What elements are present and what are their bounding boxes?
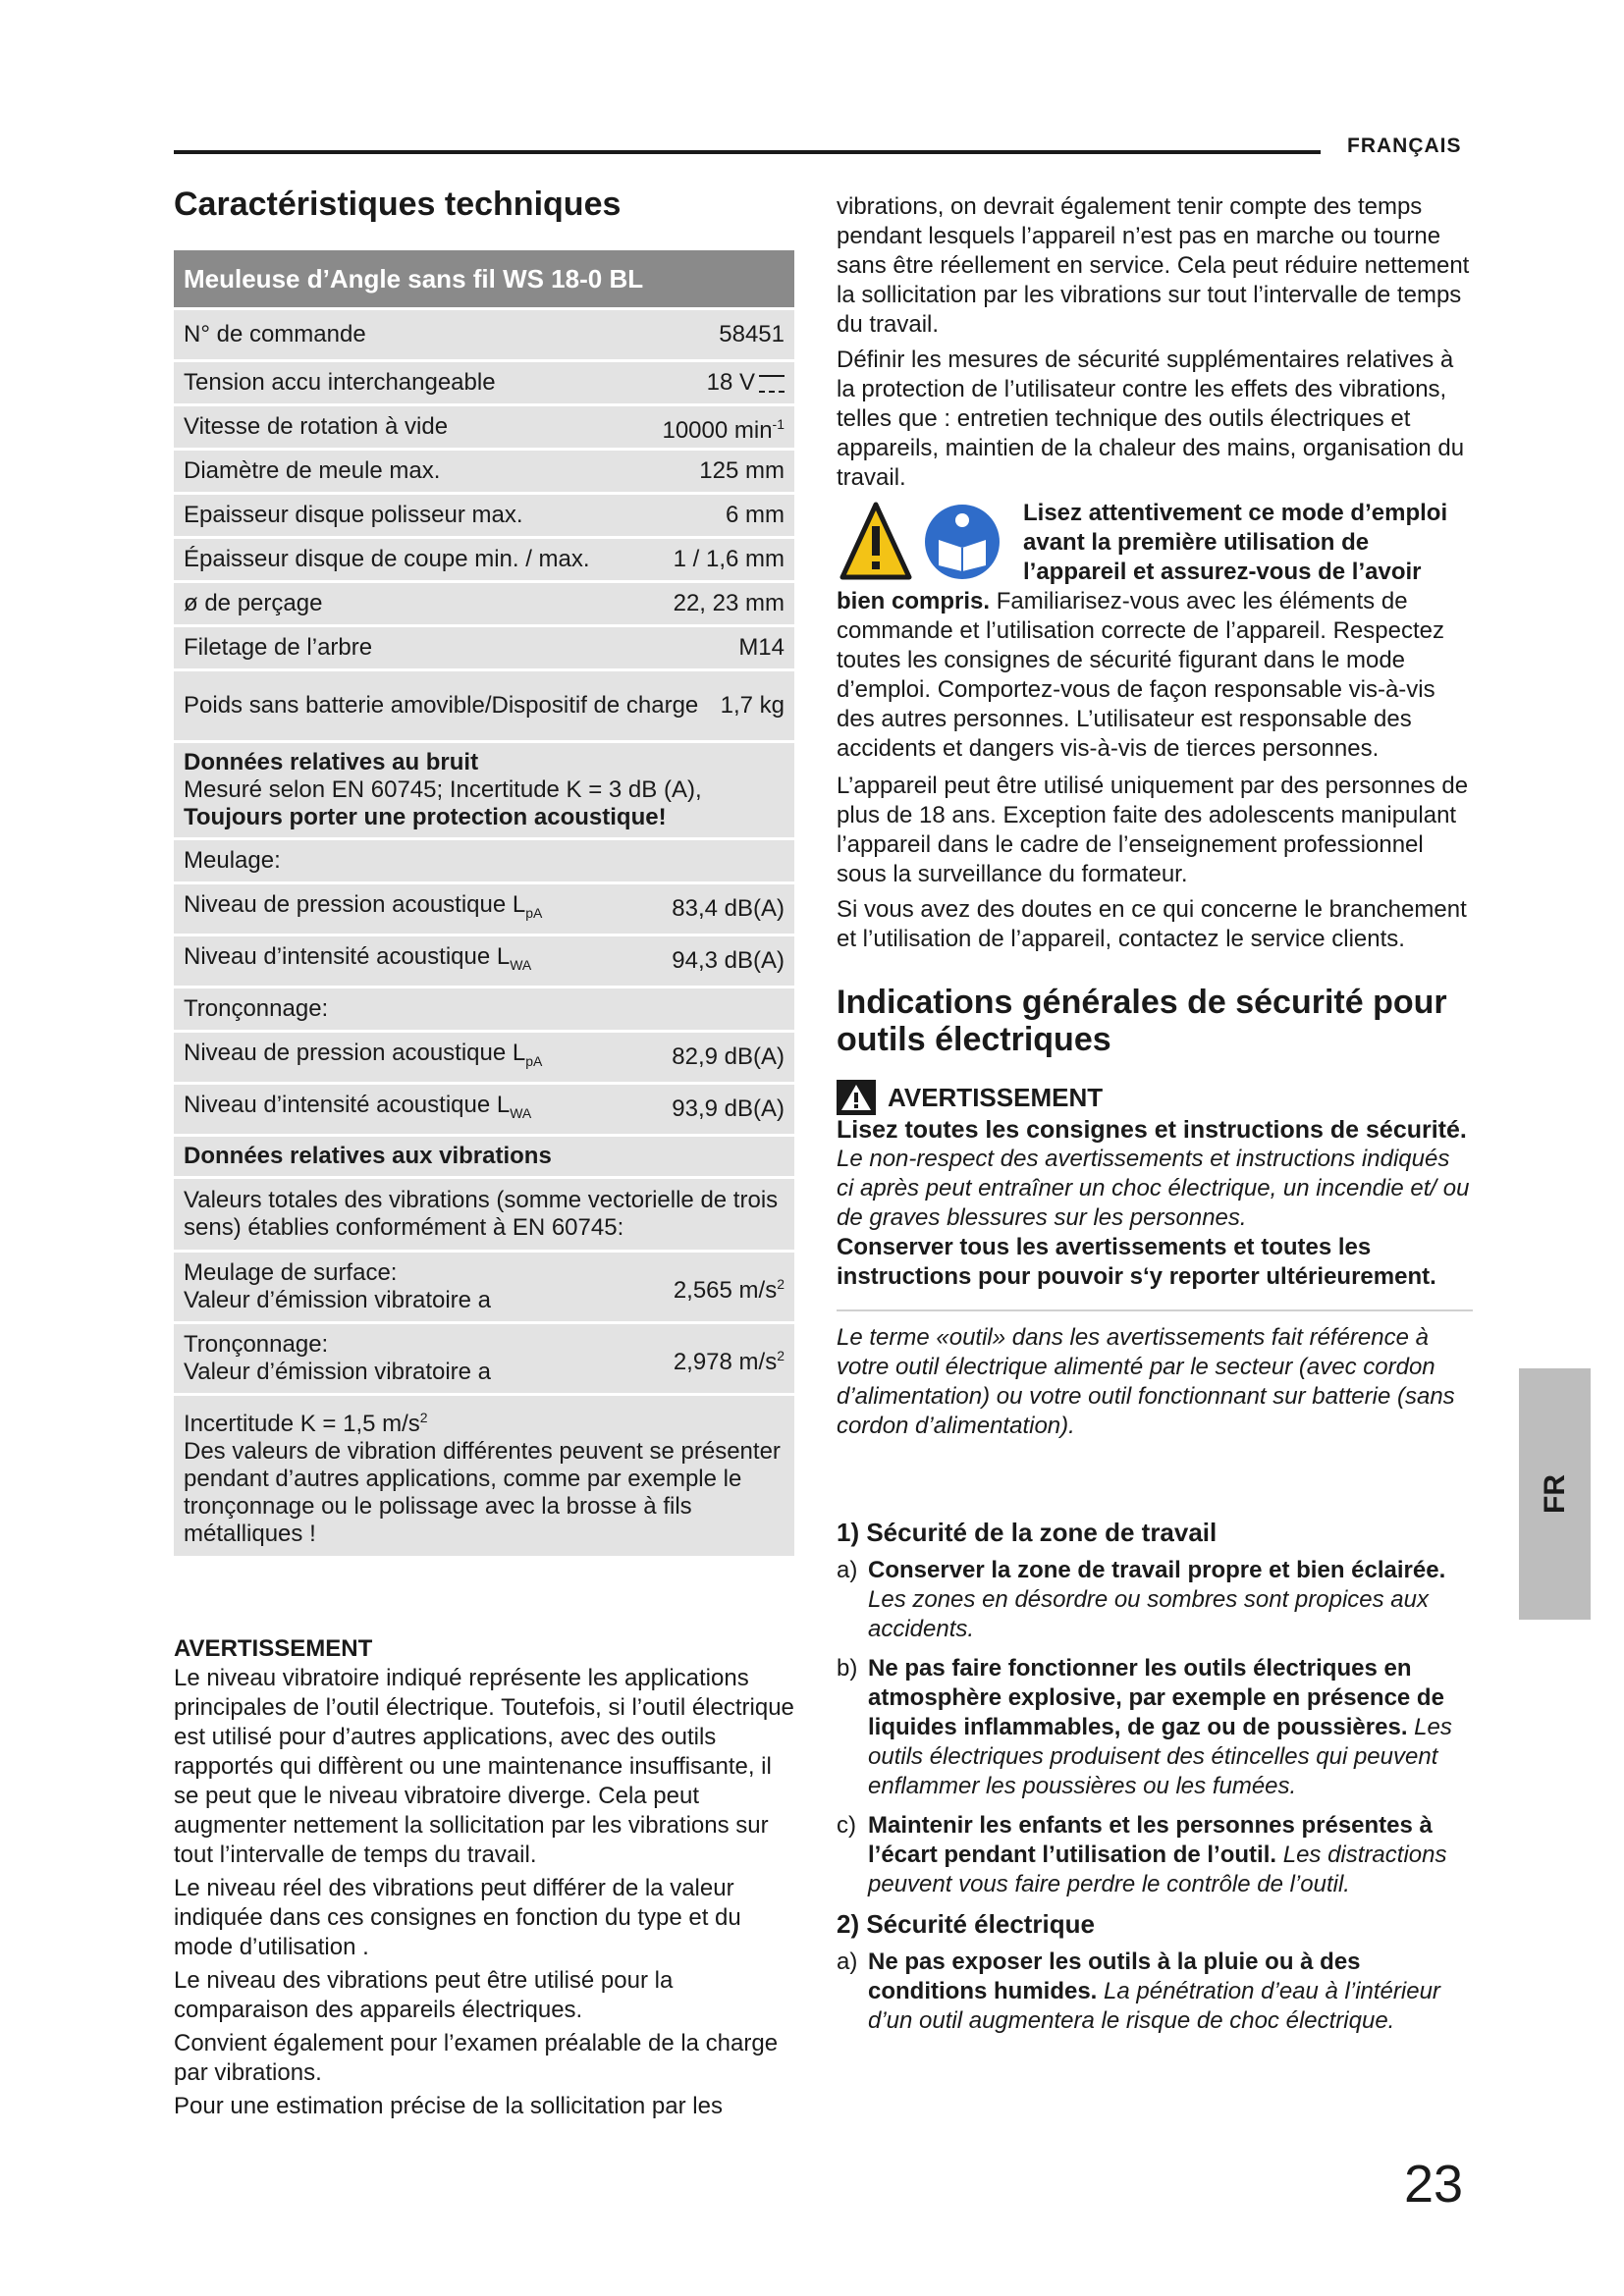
read-rest: Familiarisez-vous avec les éléments de commande et l’utilisation correcte de l’appareil. Respectez toutes les consignes de sécurité figurant dans le mode d’emploi. Comportez-vous de façon responsable vis-à-vis des autres personnes. L’utilisateur est responsable des accidents et dangers vis-à-vis de tierces personnes.: [837, 588, 1444, 762]
warning-label: AVERTISSEMENT: [888, 1082, 1104, 1112]
table-row: [174, 492, 794, 536]
vib-value: 2,565 m/s: [673, 1276, 778, 1304]
section-1-title: 1) Sécurité de la zone de travail: [837, 1518, 1218, 1547]
table-row: [174, 837, 794, 881]
table-row: [174, 934, 794, 986]
table-row: [174, 1321, 794, 1393]
row-value: 22, 23 mm: [673, 590, 785, 617]
table-row: [174, 1082, 794, 1134]
uncertainty: [184, 1404, 785, 1438]
right-column: [837, 192, 1473, 2046]
noise-section: [174, 740, 794, 837]
table-row: [174, 403, 794, 448]
row-label: Filetage de l’arbre: [184, 634, 373, 662]
table-row: [174, 881, 794, 934]
dc-symbol-icon: [759, 375, 785, 393]
warning-paragraph: Le niveau réel des vibrations peut différer de la valeur indiquée dans ces consignes en fonction du type et du mode d’utilisation .: [174, 1875, 741, 1961]
warning-bold: Lisez toutes les consignes et instructions de sécurité.: [837, 1116, 1467, 1144]
table-row: [174, 536, 794, 580]
row-label: [184, 943, 672, 979]
term-definition: Le terme «outil» dans les avertissements fait référence à votre outil électrique alimenté par le secteur (avec cordon d’alimentation) ou votre outil fonctionnant sur batterie (sans cordon d’alimentation).: [837, 1324, 1455, 1439]
spacer: [837, 1441, 1473, 1518]
rpm-value: 10000 min: [662, 416, 773, 444]
label-subscript: WA: [510, 1105, 532, 1122]
noise-protect: Toujours porter une protection acoustique!: [184, 804, 667, 831]
row-label: [184, 1331, 674, 1386]
paragraph: L’appareil peut être utilisé uniquement par des personnes de plus de 18 ans. Exception faite des adolescents manipulant l’appareil dans le cadre de l’enseignement professionnel sous la surveillance du formateur.: [837, 773, 1469, 887]
row-value: 82,9 dB(A): [672, 1043, 785, 1071]
divider: [837, 1309, 1473, 1311]
vibration-note-text: Des valeurs de vibration différentes peuvent se présenter pendant d’autres applications, comme par exemple le tronçonnage ou le polissage avec la brosse à fils métalliques !: [184, 1438, 781, 1548]
section-2-title: 2) Sécurité électrique: [837, 1909, 1095, 1939]
warning-triangle-icon: [842, 505, 909, 577]
noise-measured: Mesuré selon EN 60745; Incertitude K = 3 dB (A),: [184, 776, 702, 804]
row-value: 58451: [719, 321, 785, 348]
paragraph: Définir les mesures de sécurité supplémentaires relatives à la protection de l’utilisateur contre les effets des vibrations, telles que : entretien technique des outils électriques et appareils, maintien de la chaleur des mains, organisation du travail.: [837, 347, 1465, 491]
row-label: [184, 891, 672, 927]
warning-and-manual-icons: [837, 499, 1013, 587]
list-item: [837, 1556, 1473, 1644]
item-text: [868, 1948, 1473, 2036]
row-label: N° de commande: [184, 321, 366, 348]
row-label: Poids sans batterie amovible/Dispositif de charge: [184, 692, 699, 720]
row-value: 83,4 dB(A): [672, 895, 785, 923]
list-item: [837, 1654, 1473, 1801]
item-bold: Conserver la zone de travail propre et bien éclairée.: [868, 1557, 1446, 1583]
table-row: [174, 448, 794, 492]
noise-title: Données relatives au bruit: [184, 749, 479, 776]
rpm-superscript: -1: [772, 415, 785, 432]
side-tab-label: FR: [1538, 1474, 1571, 1514]
safety-heading: Indications générales de sécurité pour outils électriques: [837, 984, 1447, 1058]
warning-paragraph: Convient également pour l’examen préalable de la charge par vibrations.: [174, 2030, 779, 2087]
grinding-label: Meulage:: [184, 847, 281, 875]
header-rule: [174, 150, 1321, 154]
item-key: c): [837, 1812, 856, 1839]
vib-value: 2,978 m/s: [673, 1348, 778, 1375]
row-label: [184, 1040, 672, 1075]
label-text: Niveau de pression acoustique L: [184, 1040, 526, 1067]
warning-paragraph: Le niveau des vibrations peut être utilisé pour la comparaison des appareils électriques.: [174, 1967, 674, 2024]
read-manual-notice: [837, 499, 1473, 764]
table-row: [174, 986, 794, 1030]
left-column: [174, 187, 794, 2125]
label-subscript: pA: [525, 905, 543, 922]
label-subscript: pA: [525, 1053, 543, 1070]
label-text: Niveau de pression acoustique L: [184, 891, 526, 919]
vibration-note: [174, 1393, 794, 1556]
row-label: Épaisseur disque de coupe min. / max.: [184, 546, 590, 573]
row-value: 125 mm: [699, 457, 785, 485]
item-bold: Ne pas exposer les outils à la pluie ou à des conditions humides.: [868, 1949, 1361, 2004]
vibration-title: Données relatives aux vibrations: [184, 1143, 552, 1170]
item-key: a): [837, 1949, 858, 1975]
label-line1: Meulage de surface:: [184, 1259, 398, 1287]
label-subscript: WA: [510, 957, 532, 974]
row-value: 1 / 1,6 mm: [673, 546, 785, 573]
row-value: [707, 369, 785, 397]
item-bold: Ne pas faire fonctionner les outils électriques en atmosphère explosive, par exemple en présence de liquides inflammables, de gaz ou de poussières.: [868, 1655, 1444, 1740]
item-italic: Les outils électriques produisent des étincelles qui peuvent enflammer les poussières ou les fumées.: [868, 1714, 1452, 1799]
row-label: Diamètre de meule max.: [184, 457, 441, 485]
paragraph: vibrations, on devrait également tenir compte des temps pendant lesquels l’appareil n’est pas en marche ou tourne sans être réellement en service. Cela peut réduire nettement la sollicitation par les vibrations sur tout l’intervalle de temps du travail.: [837, 193, 1470, 338]
item-italic: Les zones en désordre ou sombres sont propices aux accidents.: [868, 1586, 1429, 1642]
spec-table: [174, 250, 794, 1556]
label-text: Niveau d’intensité acoustique L: [184, 1092, 511, 1119]
item-italic: Les distractions peuvent vous faire perdre le contrôle de l’outil.: [868, 1842, 1447, 1897]
warning-title: AVERTISSEMENT: [174, 1635, 373, 1663]
warning-heading: [837, 1080, 1473, 1115]
uncertainty-text: Incertitude K = 1,5 m/s: [184, 1411, 420, 1438]
label-text: Niveau d’intensité acoustique L: [184, 943, 511, 971]
header-language: FRANÇAIS: [1347, 134, 1462, 157]
item-text: [868, 1811, 1473, 1899]
row-label: ø de perçage: [184, 590, 323, 617]
item-text: [868, 1556, 1473, 1644]
label-line2: Valeur d’émission vibratoire a: [184, 1359, 492, 1386]
item-text: [868, 1654, 1473, 1801]
section-title: Caractéristiques techniques: [174, 186, 622, 223]
item-italic: La pénétration d’eau à l’intérieur d’un outil augmentera le risque de choc électrique.: [868, 1978, 1440, 2034]
label-line2: Valeur d’émission vibratoire a: [184, 1287, 492, 1314]
vib-sup: 2: [777, 1275, 785, 1292]
spec-table-heading: Meuleuse d’Angle sans fil WS 18-0 BL: [174, 250, 794, 307]
list-item: [837, 1948, 1473, 2036]
row-value: [674, 1270, 785, 1305]
row-value: 1,7 kg: [720, 692, 785, 720]
item-key: b): [837, 1655, 858, 1682]
table-row: [174, 359, 794, 403]
label-line1: Tronçonnage:: [184, 1331, 329, 1359]
row-value: M14: [738, 634, 785, 662]
warning-paragraph: Pour une estimation précise de la sollicitation par les: [174, 2093, 723, 2120]
row-label: Epaisseur disque polisseur max.: [184, 502, 523, 529]
vibration-title-row: [174, 1134, 794, 1176]
table-row: [174, 307, 794, 359]
row-value: 94,3 dB(A): [672, 947, 785, 975]
row-value: 93,9 dB(A): [672, 1095, 785, 1123]
read-manual-icon: [925, 505, 1000, 579]
row-value: [662, 410, 785, 445]
warning-triangle-icon: [837, 1080, 876, 1115]
item-key: a): [837, 1557, 858, 1583]
warning-paragraph: Le niveau vibratoire indiqué représente les applications principales de l’outil électrique. Toutefois, si l’outil électrique est utilisé pour d’autres applications, avec des outils rapportés qui diffèrent ou une maintenance insuffisante, il se peut que le niveau vibratoire diverge. Cela peut augmenter nettement la sollicitation par les vibrations sur tout l’intervalle de temps du travail.: [174, 1665, 794, 1869]
warning-block: [174, 1634, 794, 2121]
table-row: [174, 1250, 794, 1321]
row-label: Tension accu interchangeable: [184, 369, 496, 397]
table-row: [174, 580, 794, 624]
page-number: 23: [1404, 2155, 1464, 2214]
row-label: [184, 1259, 674, 1314]
row-value: [674, 1342, 785, 1376]
uncertainty-sup: 2: [419, 1410, 428, 1426]
item-bold: Maintenir les enfants et les personnes présentes à l’écart pendant l’utilisation de l’outil.: [868, 1812, 1433, 1868]
voltage-value: 18 V: [706, 369, 755, 397]
vibration-intro: Valeurs totales des vibrations (somme vectorielle de trois sens) établies conformément à EN 60745:: [174, 1176, 794, 1250]
row-value: 6 mm: [726, 502, 785, 529]
language-side-tab: [1519, 1368, 1591, 1620]
row-label: Vitesse de rotation à vide: [184, 413, 449, 441]
table-row: [174, 624, 794, 668]
paragraph: Si vous avez des doutes en ce qui concerne le branchement et l’utilisation de l’appareil, contactez le service clients.: [837, 896, 1467, 952]
warning-italic: Le non-respect des avertissements et instructions indiqués ci après peut entraîner un choc électrique, un incendie et/ ou de graves blessures sur les personnes.: [837, 1146, 1470, 1231]
cutting-label: Tronçonnage:: [184, 995, 329, 1023]
list-item: [837, 1811, 1473, 1899]
keep-instructions: Conserver tous les avertissements et toutes les instructions pour pouvoir s‘y reporter ultérieurement.: [837, 1234, 1436, 1290]
table-row: [174, 668, 794, 740]
table-row: [174, 1030, 794, 1082]
read-bold: Lisez attentivement ce mode d’emploi avant la première utilisation de l’appareil et assurez-vous de l’avoir bien compris.: [837, 500, 1448, 614]
vib-sup: 2: [777, 1347, 785, 1363]
row-label: [184, 1092, 672, 1127]
